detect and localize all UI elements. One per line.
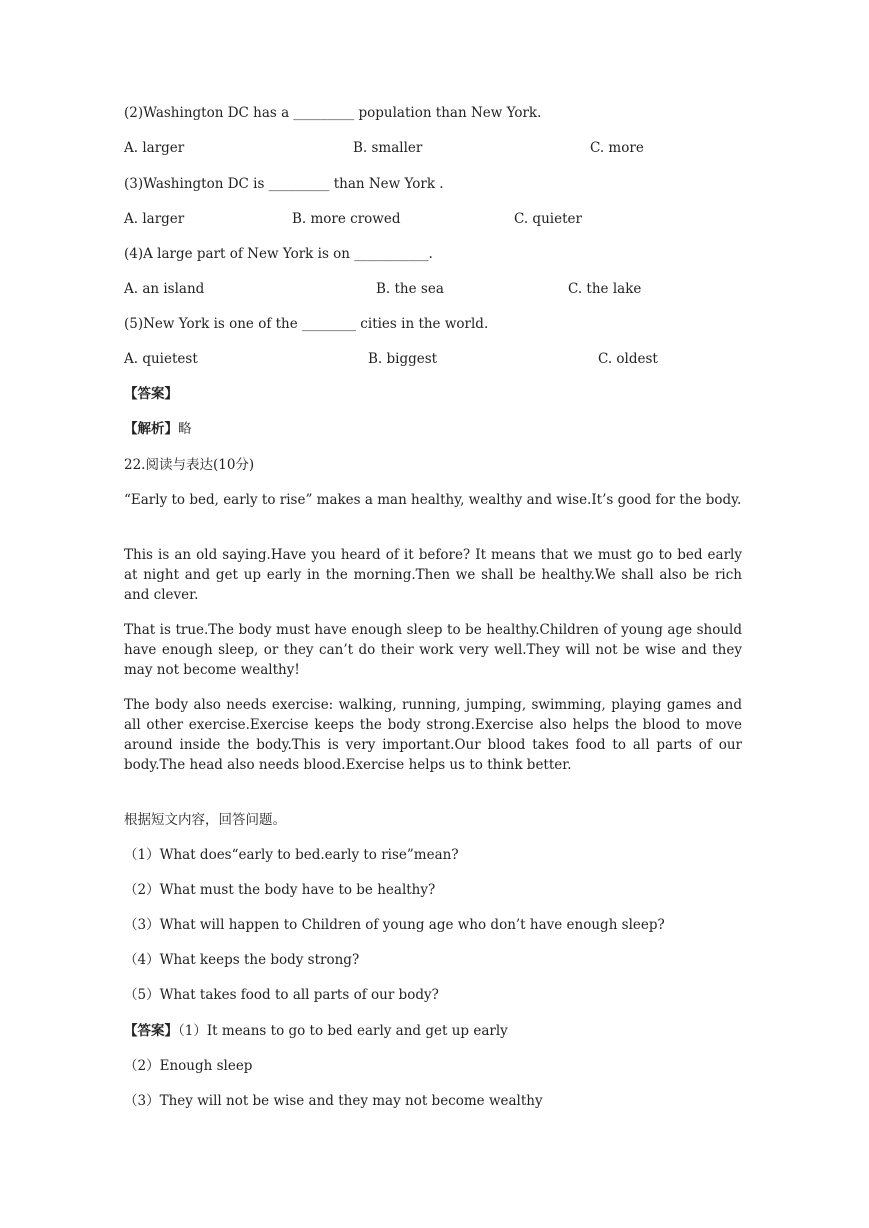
question-2-option-a: A. larger bbox=[124, 140, 185, 156]
question-5-stem: (5)New York is one of the ________ cities in the world. bbox=[124, 316, 489, 332]
section-22-title: 22.阅读与表达(10分) bbox=[124, 457, 255, 473]
answer-line-1 bbox=[124, 1022, 508, 1040]
question-5-option-b: B. biggest bbox=[368, 351, 438, 367]
question-3-option-c: C. quieter bbox=[514, 211, 582, 227]
question-2-option-b: B. smaller bbox=[353, 140, 423, 156]
question-4-option-c: C. the lake bbox=[568, 281, 642, 297]
question-5-option-a: A. quietest bbox=[124, 351, 198, 367]
instruction: 根据短文内容，回答问题。 bbox=[124, 812, 286, 828]
question-item-3: （3）What will happen to Children of young age who don’t have enough sleep? bbox=[124, 917, 665, 933]
analysis-label: 【解析】 bbox=[124, 421, 178, 437]
question-4-stem: (4)A large part of New York is on ___________. bbox=[124, 246, 433, 262]
answer-item-3: （3）They will not be wise and they may not become wealthy bbox=[124, 1093, 543, 1109]
question-item-2: （2）What must the body have to be healthy? bbox=[124, 882, 436, 898]
question-3-stem: (3)Washington DC is _________ than New York . bbox=[124, 176, 444, 192]
answers-label: 【答案】 bbox=[124, 1023, 178, 1039]
question-item-5: （5）What takes food to all parts of our body? bbox=[124, 987, 439, 1003]
question-3-option-b: B. more crowed bbox=[292, 211, 401, 227]
question-5-option-c: C. oldest bbox=[598, 351, 658, 367]
answer-label: 【答案】 bbox=[124, 386, 178, 402]
answer-item-2: （2）Enough sleep bbox=[124, 1058, 253, 1074]
question-item-1: （1）What does“early to bed.early to rise”mean? bbox=[124, 847, 459, 863]
question-3-option-a: A. larger bbox=[124, 211, 185, 227]
passage-paragraph-3: That is true.The body must have enough sleep to be healthy.Children of young age should have enough sleep, or they can’t do their work very well.They will not be wise and they may not become wealthy! bbox=[124, 622, 742, 678]
analysis-text: 略 bbox=[178, 421, 192, 437]
passage-paragraph-1: “Early to bed, early to rise” makes a man healthy, wealthy and wise.It’s good for the body. bbox=[124, 492, 742, 508]
passage-paragraph-4: The body also needs exercise: walking, running, jumping, swimming, playing games and all other exercise.Exercise keeps the body strong.Exercise also helps the blood to move around inside the body.This is very important.Our blood takes food to all parts of our body.The head also needs blood.Exercise helps us to think better. bbox=[124, 697, 742, 773]
question-4-option-b: B. the sea bbox=[376, 281, 444, 297]
question-4-option-a: A. an island bbox=[124, 281, 205, 297]
question-2-stem: (2)Washington DC has a _________ population than New York. bbox=[124, 105, 542, 121]
answer-item-1: （1）It means to go to bed early and get up early bbox=[178, 1023, 508, 1039]
question-2-option-c: C. more bbox=[590, 140, 644, 156]
analysis-line bbox=[124, 420, 192, 438]
question-item-4: （4）What keeps the body strong? bbox=[124, 952, 360, 968]
passage-paragraph-2: This is an old saying.Have you heard of it before? It means that we must go to bed early at night and get up early in the morning.Then we shall be healthy.We shall also be rich and clever. bbox=[124, 547, 742, 603]
